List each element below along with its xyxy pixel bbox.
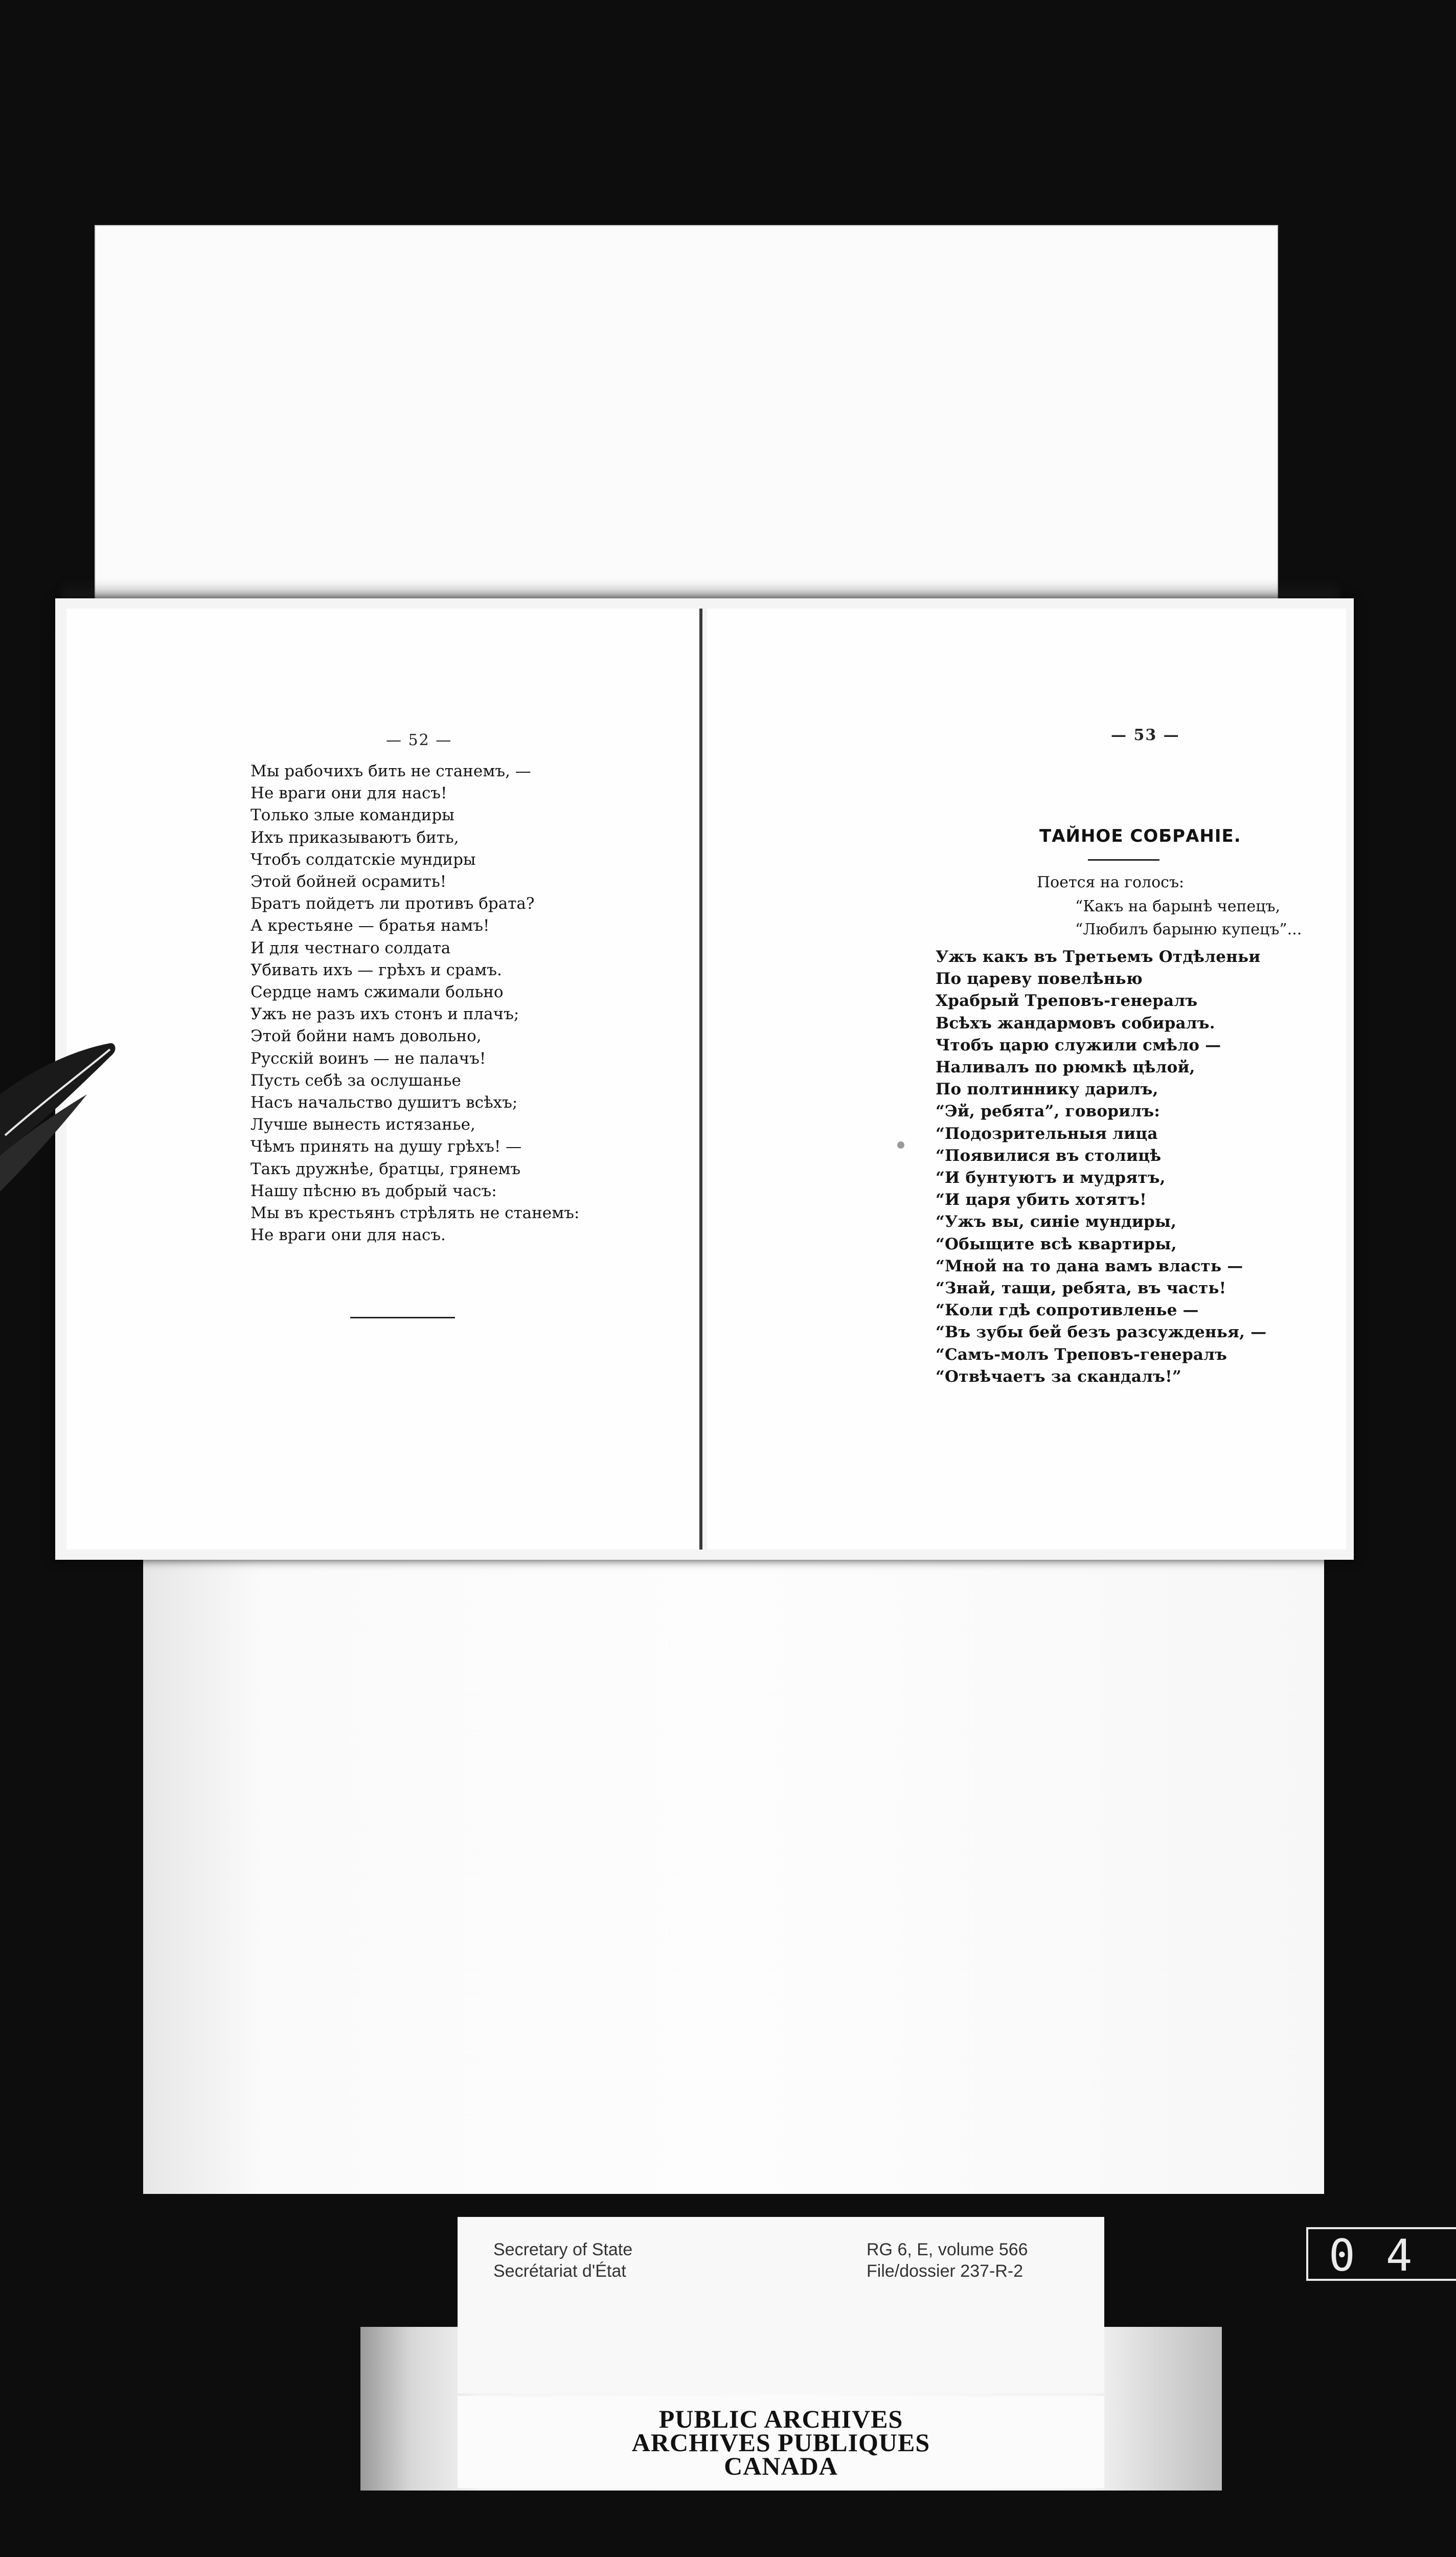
verse-line: “Ужъ вы, синіе мундиры, — [936, 1213, 1177, 1231]
background-sheet-bottom — [143, 1534, 1324, 2194]
verse-line: Не враги они для насъ. — [251, 1226, 446, 1245]
archive-line-2: ARCHIVES PUBLIQUES — [631, 2428, 930, 2457]
page-number-left: — 52 — — [386, 731, 452, 749]
verse-line: “И царя убить хотятъ! — [936, 1191, 1147, 1209]
verse-line: “Эй, ребята”, говорилъ: — [936, 1102, 1160, 1121]
verse-line: И для честнаго солдата — [251, 938, 451, 957]
verse-line: “Мной на то дана вамъ власть — — [936, 1257, 1243, 1275]
poem-title: ТАЙНОЕ СОБРАНІЕ. — [1039, 826, 1241, 846]
volume-ref: RG 6, E, volume 566 — [867, 2240, 1028, 2259]
right-page — [707, 609, 1346, 1550]
verse-line: По полтиннику дарилъ, — [936, 1080, 1158, 1099]
verse-line: По цареву повелѣнью — [936, 970, 1143, 989]
verse-line: Ужъ не разъ ихъ стонъ и плачъ; — [251, 1005, 519, 1024]
verse-line: Сердце намъ сжимали больно — [251, 983, 504, 1002]
verse-line: Этой бойней осрамить! — [251, 872, 447, 891]
open-book — [55, 598, 1354, 1560]
archive-reference-card — [458, 2217, 1104, 2393]
verse-line: “Появилися въ столицѣ — [936, 1146, 1162, 1165]
verse-line: Пусть себѣ за ослушанье — [251, 1071, 461, 1090]
verse-line: “Подозрительныя лица — [936, 1124, 1158, 1143]
verse-line: Чѣмъ принять на душу грѣхъ! — — [251, 1137, 522, 1156]
verse-line: Лучше вынесть истязанье, — [251, 1115, 475, 1134]
dept-en: Secretary of State — [493, 2240, 633, 2259]
verse-line: Русскій воинъ — не палачъ! — [251, 1049, 486, 1068]
tune-line: Поется на голосъ: — [1037, 873, 1185, 891]
frame-counter: 04 — [1306, 2227, 1456, 2281]
title-rule — [1088, 859, 1159, 861]
verse-line: Не враги они для насъ! — [251, 784, 447, 803]
file-ref: File/dossier 237-R-2 — [867, 2261, 1023, 2281]
verse-line: Братъ пойдетъ ли противъ брата? — [251, 894, 535, 913]
verse-line: “Коли гдѣ сопротивленье — — [936, 1301, 1199, 1320]
ink-speck — [897, 1141, 904, 1149]
archive-stamp — [458, 2396, 1104, 2488]
verse-line: Наливалъ по рюмкѣ цѣлой, — [936, 1058, 1195, 1077]
poem-left — [251, 760, 579, 1246]
verse-line: Этой бойни намъ довольно, — [251, 1027, 482, 1046]
verse-line: “Въ зубы бей безъ разсужденья, — — [936, 1323, 1267, 1342]
verse-line: Мы въ крестьянъ стрѣлять не станемъ: — [251, 1204, 580, 1223]
verse-line: “Отвѣчаетъ за скандалъ!” — [936, 1367, 1181, 1386]
end-rule-left — [350, 1317, 455, 1318]
epigraph-line: “Любилъ барыню купецъ”... — [1075, 921, 1302, 938]
verse-line: Ужъ какъ въ Третьемъ Отдѣленьи — [936, 948, 1261, 966]
verse-line: Ихъ приказываютъ бить, — [251, 828, 459, 847]
verse-line: “Знай, тащи, ребята, въ часть! — [936, 1279, 1226, 1298]
verse-line: “Самъ-молъ Треповъ-генералъ — [936, 1345, 1227, 1364]
verse-line: Нашу пѣсню въ добрый часъ: — [251, 1181, 497, 1200]
verse-line: “И бунтуютъ и мудрятъ, — [936, 1169, 1166, 1187]
verse-line: Только злые командиры — [251, 806, 454, 825]
verse-line: Храбрый Треповъ-генералъ — [936, 992, 1198, 1011]
verse-line: Всѣхъ жандармовъ собиралъ. — [936, 1014, 1215, 1033]
verse-line: “Обыщите всѣ квартиры, — [936, 1235, 1177, 1253]
dept-fr: Secrétariat d'État — [493, 2261, 626, 2281]
verse-line: Насъ начальство душитъ всѣхъ; — [251, 1093, 518, 1112]
verse-line: Убивать ихъ — грѣхъ и срамъ. — [251, 960, 502, 979]
page-number-right: — 53 — — [1111, 726, 1180, 744]
left-page — [66, 609, 702, 1550]
archive-line-3: CANADA — [724, 2452, 838, 2480]
verse-line: Чтобъ царю служили смѣло — — [936, 1036, 1221, 1055]
verse-line: Такъ дружнѣе, братцы, грянемъ — [251, 1159, 521, 1178]
poem-right — [936, 946, 1266, 1388]
epigraph-line: “Какъ на барынѣ чепецъ, — [1075, 898, 1281, 915]
verse-line: Чтобъ солдатскіе мундиры — [251, 850, 476, 869]
tweezers-icon — [0, 1002, 123, 1217]
epigraph — [1075, 895, 1302, 941]
verse-line: А крестьяне — братья намъ! — [251, 916, 490, 935]
verse-line: Мы рабочихъ бить не станемъ, — — [251, 762, 531, 780]
archive-line-1: PUBLIC ARCHIVES — [658, 2405, 903, 2433]
